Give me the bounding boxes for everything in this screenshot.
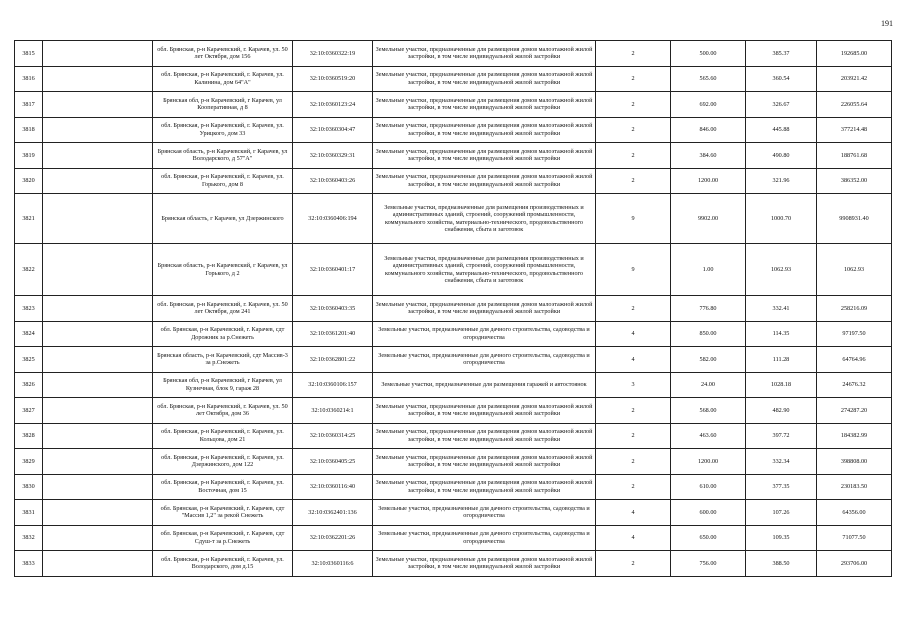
spacer-cell <box>43 398 153 424</box>
address-cell: обл. Брянская, р-н Карачевский, г. Карачев, ул. Дзержинского, дом 122 <box>153 449 293 475</box>
cadastral-number-cell: 32:10:0361201:40 <box>293 321 373 347</box>
cadastral-value-cell: 203921.42 <box>817 66 892 92</box>
purpose-group-cell: 4 <box>596 500 671 526</box>
area-cell: 692.00 <box>671 92 746 118</box>
spacer-cell <box>43 525 153 551</box>
cadastral-number-cell: 32:10:0360116:40 <box>293 474 373 500</box>
address-cell: обл. Брянская, р-н Карачевский, г. Карачев, сдт Дорожник за р.Снежеть <box>153 321 293 347</box>
page-number: 191 <box>881 19 893 28</box>
cadastral-value-cell: 258216.09 <box>817 296 892 322</box>
land-purpose-cell: Земельные участки, предназначенные для размещения домов малоэтажной жилой застройки, в том числе индивидуальной жилой застройки <box>373 296 596 322</box>
spacer-cell <box>43 449 153 475</box>
area-cell: 846.00 <box>671 117 746 143</box>
cadastral-value-cell: 377214.48 <box>817 117 892 143</box>
cadastral-number-cell: 32:10:0362201:26 <box>293 525 373 551</box>
cadastral-value-cell: 64764.96 <box>817 347 892 373</box>
row-number-cell: 3833 <box>15 551 43 577</box>
specific-value-cell: 360.54 <box>746 66 817 92</box>
land-purpose-cell: Земельные участки, предназначенные для размещения домов малоэтажной жилой застройки, в том числе индивидуальной жилой застройки <box>373 168 596 194</box>
table-row <box>15 194 892 244</box>
specific-value-cell: 385.37 <box>746 41 817 67</box>
table-row <box>15 398 892 424</box>
purpose-group-cell: 9 <box>596 244 671 296</box>
spacer-cell <box>43 168 153 194</box>
table-row <box>15 296 892 322</box>
area-cell: 756.00 <box>671 551 746 577</box>
area-cell: 500.00 <box>671 41 746 67</box>
cadastral-number-cell: 32:10:0360123:24 <box>293 92 373 118</box>
cadastral-value-cell: 188761.68 <box>817 143 892 169</box>
address-cell: обл. Брянская, р-н Карачевский, г. Карачев, ул. 50 лет Октября, дом 156 <box>153 41 293 67</box>
area-cell: 9902.00 <box>671 194 746 244</box>
spacer-cell <box>43 117 153 143</box>
table-row <box>15 168 892 194</box>
purpose-group-cell: 2 <box>596 66 671 92</box>
row-number-cell: 3822 <box>15 244 43 296</box>
specific-value-cell: 490.80 <box>746 143 817 169</box>
area-cell: 1.00 <box>671 244 746 296</box>
row-number-cell: 3830 <box>15 474 43 500</box>
spacer-cell <box>43 66 153 92</box>
land-purpose-cell: Земельные участки, предназначенные для дачного строительства, садоводства и огородничества <box>373 525 596 551</box>
purpose-group-cell: 2 <box>596 296 671 322</box>
spacer-cell <box>43 500 153 526</box>
cadastral-number-cell: 32:10:0360304:47 <box>293 117 373 143</box>
address-cell: Брянская область, р-н Карачевский, г Карачев, ул Володарского, д 57"А" <box>153 143 293 169</box>
address-cell: обл. Брянская, р-н Карачевский, г. Карачев, ул. Кольцова, дом 21 <box>153 423 293 449</box>
table-row <box>15 474 892 500</box>
purpose-group-cell: 2 <box>596 423 671 449</box>
cadastral-value-cell: 398808.00 <box>817 449 892 475</box>
cadastral-number-cell: 32:10:0360106:157 <box>293 372 373 398</box>
address-cell: обл. Брянская, р-н Карачевский, г. Карачев, ул. Калинина, дом 64"А" <box>153 66 293 92</box>
land-purpose-cell: Земельные участки, предназначенные для размещения производственных и административных зданий, строений, сооружений промышленности, коммунального хозяйства, материально-технического, продовольственного снабжения, сбыта и заготовок <box>373 244 596 296</box>
area-cell: 384.60 <box>671 143 746 169</box>
spacer-cell <box>43 194 153 244</box>
land-purpose-cell: Земельные участки, предназначенные для размещения домов малоэтажной жилой застройки, в том числе индивидуальной жилой застройки <box>373 66 596 92</box>
cadastral-number-cell: 32:10:0360403:26 <box>293 168 373 194</box>
specific-value-cell: 445.88 <box>746 117 817 143</box>
address-cell: обл. Брянская, р-н Карачевский, г. Карачев, ул. 50 лет Октября, дом 36 <box>153 398 293 424</box>
cadastral-number-cell: 32:10:0360214:1 <box>293 398 373 424</box>
land-purpose-cell: Земельные участки, предназначенные для размещения домов малоэтажной жилой застройки, в том числе индивидуальной жилой застройки <box>373 551 596 577</box>
address-cell: Брянская область, р-н Карачевский, г Карачев, ул Горького, д 2 <box>153 244 293 296</box>
address-cell: Брянская обл, р-н Карачевский, г Карачев, ул Кооперативная, д 8 <box>153 92 293 118</box>
purpose-group-cell: 2 <box>596 41 671 67</box>
land-purpose-cell: Земельные участки, предназначенные для размещения домов малоэтажной жилой застройки, в том числе индивидуальной жилой застройки <box>373 41 596 67</box>
land-purpose-cell: Земельные участки, предназначенные для дачного строительства, садоводства и огородничества <box>373 347 596 373</box>
specific-value-cell: 111.28 <box>746 347 817 373</box>
cadastral-number-cell: 32:10:0360329:31 <box>293 143 373 169</box>
spacer-cell <box>43 551 153 577</box>
purpose-group-cell: 2 <box>596 92 671 118</box>
row-number-cell: 3825 <box>15 347 43 373</box>
land-registry-table <box>14 40 892 577</box>
purpose-group-cell: 3 <box>596 372 671 398</box>
table-row <box>15 449 892 475</box>
area-cell: 565.60 <box>671 66 746 92</box>
specific-value-cell: 482.90 <box>746 398 817 424</box>
address-cell: обл. Брянская, р-н Карачевский, г. Карачев, ул. Восточная, дом 15 <box>153 474 293 500</box>
spacer-cell <box>43 372 153 398</box>
purpose-group-cell: 2 <box>596 143 671 169</box>
cadastral-number-cell: 32:10:0362801:22 <box>293 347 373 373</box>
area-cell: 463.60 <box>671 423 746 449</box>
purpose-group-cell: 2 <box>596 551 671 577</box>
spacer-cell <box>43 347 153 373</box>
cadastral-value-cell: 97197.50 <box>817 321 892 347</box>
row-number-cell: 3821 <box>15 194 43 244</box>
cadastral-number-cell: 32:10:0360403:35 <box>293 296 373 322</box>
purpose-group-cell: 4 <box>596 321 671 347</box>
purpose-group-cell: 4 <box>596 347 671 373</box>
specific-value-cell: 1028.18 <box>746 372 817 398</box>
purpose-group-cell: 2 <box>596 117 671 143</box>
area-cell: 650.00 <box>671 525 746 551</box>
specific-value-cell: 1000.70 <box>746 194 817 244</box>
cadastral-value-cell: 226055.64 <box>817 92 892 118</box>
cadastral-value-cell: 24676.32 <box>817 372 892 398</box>
area-cell: 850.00 <box>671 321 746 347</box>
land-purpose-cell: Земельные участки, предназначенные для размещения домов малоэтажной жилой застройки, в том числе индивидуальной жилой застройки <box>373 449 596 475</box>
spacer-cell <box>43 296 153 322</box>
address-cell: обл. Брянская, р-н Карачевский, г. Карачев, сдт "Массив 1,2" за рекой Снежеть <box>153 500 293 526</box>
area-cell: 568.00 <box>671 398 746 424</box>
specific-value-cell: 321.96 <box>746 168 817 194</box>
specific-value-cell: 1062.93 <box>746 244 817 296</box>
specific-value-cell: 388.50 <box>746 551 817 577</box>
purpose-group-cell: 9 <box>596 194 671 244</box>
table-row <box>15 500 892 526</box>
row-number-cell: 3819 <box>15 143 43 169</box>
table-row <box>15 321 892 347</box>
spacer-cell <box>43 92 153 118</box>
land-purpose-cell: Земельные участки, предназначенные для размещения производственных и административных зданий, строений, сооружений промышленности, коммунального хозяйства, материально-технического, продовольственного снабжения, сбыта и заготовок <box>373 194 596 244</box>
land-purpose-cell: Земельные участки, предназначенные для размещения домов малоэтажной жилой застройки, в том числе индивидуальной жилой застройки <box>373 398 596 424</box>
cadastral-value-cell: 386352.00 <box>817 168 892 194</box>
row-number-cell: 3824 <box>15 321 43 347</box>
table-body <box>15 41 892 577</box>
row-number-cell: 3827 <box>15 398 43 424</box>
row-number-cell: 3818 <box>15 117 43 143</box>
row-number-cell: 3815 <box>15 41 43 67</box>
area-cell: 582.00 <box>671 347 746 373</box>
spacer-cell <box>43 41 153 67</box>
area-cell: 24.00 <box>671 372 746 398</box>
table-row <box>15 423 892 449</box>
area-cell: 600.00 <box>671 500 746 526</box>
purpose-group-cell: 2 <box>596 449 671 475</box>
table-row <box>15 372 892 398</box>
purpose-group-cell: 4 <box>596 525 671 551</box>
cadastral-number-cell: 32:10:0360116:6 <box>293 551 373 577</box>
land-purpose-cell: Земельные участки, предназначенные для размещения домов малоэтажной жилой застройки, в том числе индивидуальной жилой застройки <box>373 423 596 449</box>
table-row <box>15 525 892 551</box>
specific-value-cell: 107.26 <box>746 500 817 526</box>
table-row <box>15 66 892 92</box>
row-number-cell: 3828 <box>15 423 43 449</box>
table-row <box>15 92 892 118</box>
purpose-group-cell: 2 <box>596 398 671 424</box>
land-purpose-cell: Земельные участки, предназначенные для размещения домов малоэтажной жилой застройки, в том числе индивидуальной жилой застройки <box>373 143 596 169</box>
spacer-cell <box>43 143 153 169</box>
table-row <box>15 347 892 373</box>
cadastral-value-cell: 64356.00 <box>817 500 892 526</box>
specific-value-cell: 397.72 <box>746 423 817 449</box>
cadastral-value-cell: 71077.50 <box>817 525 892 551</box>
cadastral-value-cell: 192685.00 <box>817 41 892 67</box>
address-cell: обл. Брянская, р-н Карачевский, г. Карачев, ул. Володарского, дом д.15 <box>153 551 293 577</box>
cadastral-value-cell: 1062.93 <box>817 244 892 296</box>
table-row <box>15 551 892 577</box>
table-row <box>15 117 892 143</box>
specific-value-cell: 114.35 <box>746 321 817 347</box>
cadastral-number-cell: 32:10:0360519:20 <box>293 66 373 92</box>
cadastral-value-cell: 9908931.40 <box>817 194 892 244</box>
row-number-cell: 3820 <box>15 168 43 194</box>
cadastral-number-cell: 32:10:0362401:136 <box>293 500 373 526</box>
table-row <box>15 41 892 67</box>
area-cell: 1200.00 <box>671 168 746 194</box>
spacer-cell <box>43 321 153 347</box>
cadastral-value-cell: 184382.99 <box>817 423 892 449</box>
row-number-cell: 3823 <box>15 296 43 322</box>
address-cell: обл. Брянская, р-н Карачевский, г. Карачев, сдт Сдуш-т за р.Снежеть <box>153 525 293 551</box>
spacer-cell <box>43 423 153 449</box>
cadastral-value-cell: 293706.00 <box>817 551 892 577</box>
table-row <box>15 244 892 296</box>
cadastral-value-cell: 274287.20 <box>817 398 892 424</box>
area-cell: 776.80 <box>671 296 746 322</box>
cadastral-number-cell: 32:10:0360314:25 <box>293 423 373 449</box>
address-cell: Брянская область, г Карачев, ул Дзержинского <box>153 194 293 244</box>
address-cell: Брянская область, р-н Карачевский, сдт Массив-3 за р.Снежеть <box>153 347 293 373</box>
spacer-cell <box>43 244 153 296</box>
specific-value-cell: 332.34 <box>746 449 817 475</box>
area-cell: 1200.00 <box>671 449 746 475</box>
land-purpose-cell: Земельные участки, предназначенные для размещения домов малоэтажной жилой застройки, в том числе индивидуальной жилой застройки <box>373 117 596 143</box>
land-purpose-cell: Земельные участки, предназначенные для дачного строительства, садоводства и огородничества <box>373 500 596 526</box>
row-number-cell: 3817 <box>15 92 43 118</box>
spacer-cell <box>43 474 153 500</box>
row-number-cell: 3816 <box>15 66 43 92</box>
row-number-cell: 3831 <box>15 500 43 526</box>
row-number-cell: 3826 <box>15 372 43 398</box>
specific-value-cell: 109.35 <box>746 525 817 551</box>
row-number-cell: 3832 <box>15 525 43 551</box>
specific-value-cell: 332.41 <box>746 296 817 322</box>
land-purpose-cell: Земельные участки, предназначенные для размещения гаражей и автостоянок <box>373 372 596 398</box>
cadastral-number-cell: 32:10:0360406:194 <box>293 194 373 244</box>
area-cell: 610.00 <box>671 474 746 500</box>
address-cell: Брянская обл, р-н Карачевский, г Карачев, ул Кузнечная, блок 9, гараж 28 <box>153 372 293 398</box>
address-cell: обл. Брянская, р-н Карачевский, г. Карачев, ул. Урицкого, дом 33 <box>153 117 293 143</box>
row-number-cell: 3829 <box>15 449 43 475</box>
specific-value-cell: 326.67 <box>746 92 817 118</box>
land-purpose-cell: Земельные участки, предназначенные для размещения домов малоэтажной жилой застройки, в том числе индивидуальной жилой застройки <box>373 92 596 118</box>
land-purpose-cell: Земельные участки, предназначенные для дачного строительства, садоводства и огородничества <box>373 321 596 347</box>
cadastral-number-cell: 32:10:0360322:19 <box>293 41 373 67</box>
cadastral-value-cell: 230183.50 <box>817 474 892 500</box>
address-cell: обл. Брянская, р-н Карачевский, г. Карачев, ул. Горького, дом 8 <box>153 168 293 194</box>
purpose-group-cell: 2 <box>596 474 671 500</box>
cadastral-number-cell: 32:10:0360401:17 <box>293 244 373 296</box>
address-cell: обл. Брянская, р-н Карачевский, г. Карачев, ул. 50 лет Октября, дом 241 <box>153 296 293 322</box>
table-row <box>15 143 892 169</box>
specific-value-cell: 377.35 <box>746 474 817 500</box>
purpose-group-cell: 2 <box>596 168 671 194</box>
land-purpose-cell: Земельные участки, предназначенные для размещения домов малоэтажной жилой застройки, в том числе индивидуальной жилой застройки <box>373 474 596 500</box>
cadastral-number-cell: 32:10:0360405:25 <box>293 449 373 475</box>
